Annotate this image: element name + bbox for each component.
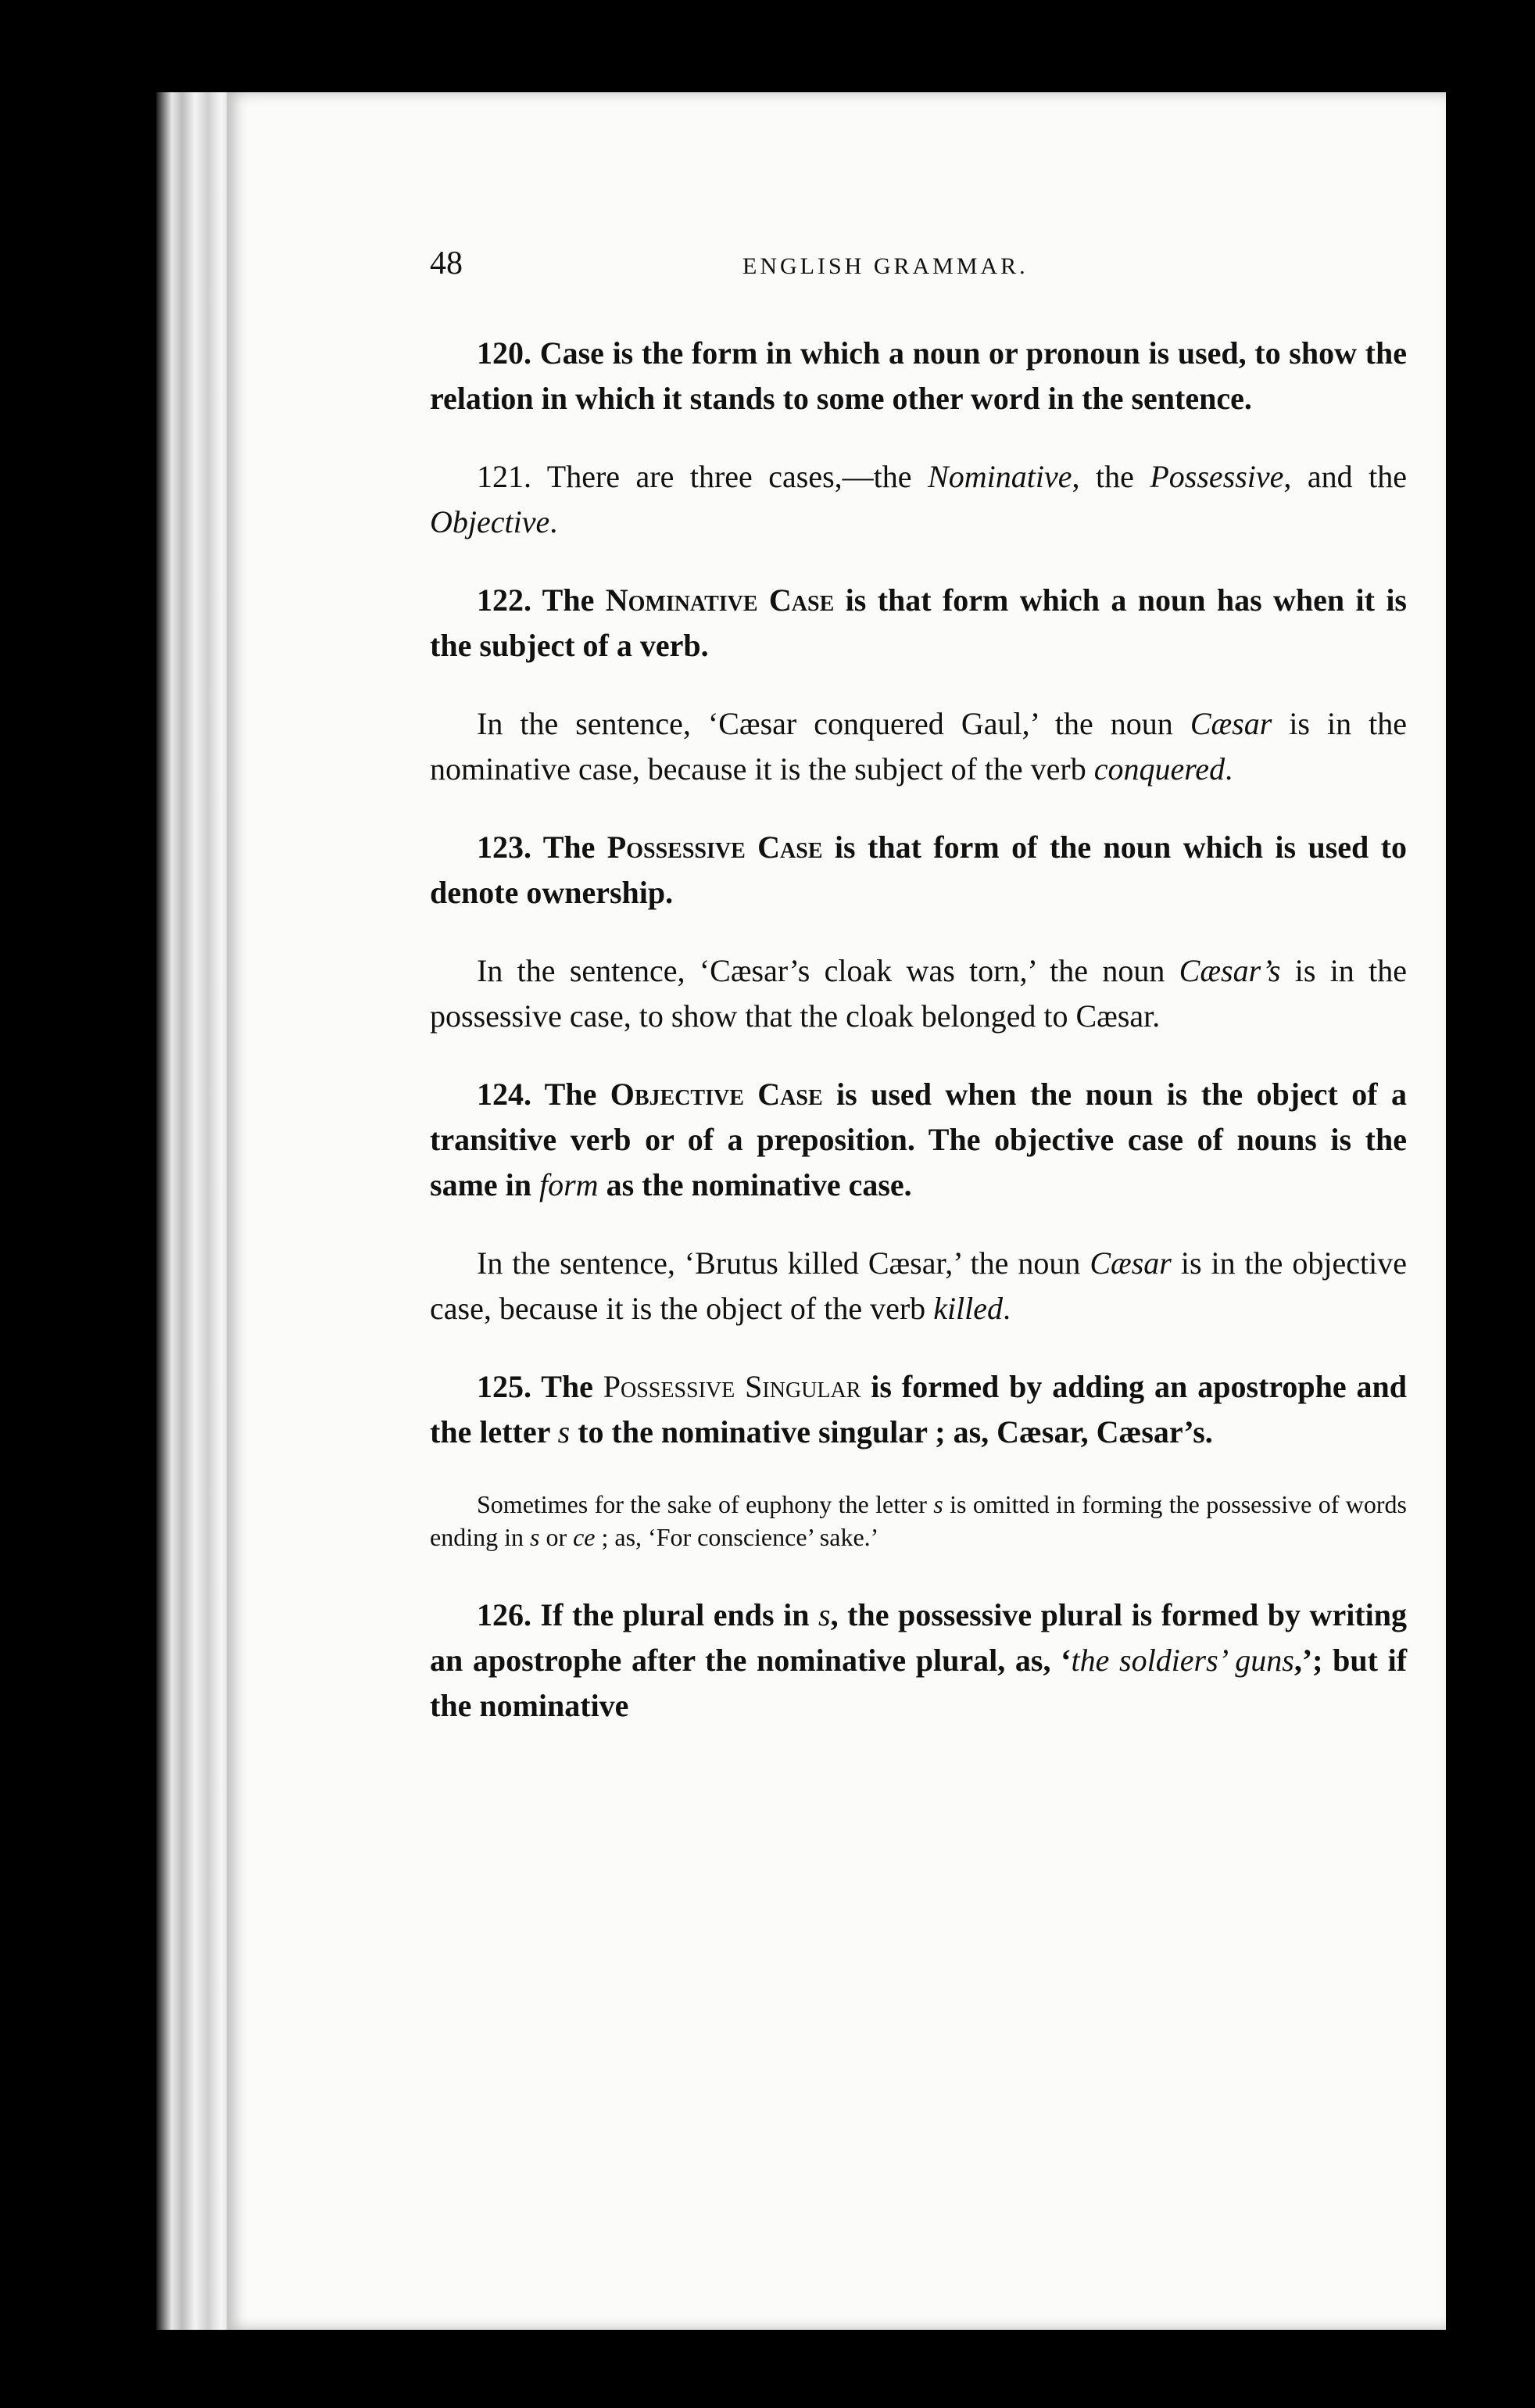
text-run: is in the possessive case, to show that the cloak belonged to Cæsar. (430, 953, 1407, 1034)
text-run: , the possessive plural is formed by writing an apostrophe after the nominative plural, as, ‘ (430, 1597, 1407, 1678)
text-run: There are three cases,—the (546, 459, 929, 494)
text-run: is in the nominative case, because it is the subject of the verb (430, 706, 1407, 787)
paragraph-124 (430, 1072, 1407, 1208)
text-run: . (1003, 1291, 1011, 1326)
text-run: is that form which a noun has when it is the subject of a verb. (430, 582, 1407, 663)
page-header (430, 245, 1407, 299)
text-run: is omitted in forming the possessive of words ending in (430, 1490, 1408, 1551)
text-run: In the sentence, ‘Brutus killed Cæsar,’ the noun (477, 1245, 1090, 1281)
text-run: . (1225, 751, 1233, 787)
paragraph-120 (430, 331, 1407, 421)
text-run: is in the objective case, because it is the object of the verb (430, 1245, 1408, 1326)
text-run: ; as, ‘For conscience’ sake.’ (595, 1523, 879, 1551)
italic-run: Cæsar (1090, 1245, 1172, 1281)
text-run: or (539, 1523, 574, 1551)
text-run: to the nominative singular ; as, Cæsar, Cæsar’s. (570, 1414, 1213, 1449)
italic-run: ce (573, 1523, 596, 1551)
italic-run: the soldiers’ guns (1071, 1643, 1294, 1678)
italic-run: Cæsar’s (1179, 953, 1281, 988)
running-head: ENGLISH GRAMMAR. (742, 253, 1029, 279)
paragraph-number: 121. (477, 459, 531, 494)
term-objective: Objective (430, 504, 550, 539)
text-run: is formed by adding an apostrophe and the letter (430, 1369, 1407, 1449)
text-run: The (542, 830, 607, 865)
text-run: The (544, 1077, 610, 1112)
italic-run: s (818, 1597, 831, 1632)
text-run: If the plural ends in (540, 1597, 819, 1632)
italic-run: s (529, 1523, 540, 1551)
page-number: 48 (430, 245, 463, 281)
text-run: In the sentence, ‘Cæsar’s cloak was torn,’ the noun (477, 953, 1179, 988)
text-run: ,’; but if the nominative (430, 1643, 1408, 1723)
term-possessive: Possessive (1150, 459, 1284, 494)
text-run: , and the (1283, 459, 1408, 494)
paragraph-number: 125. (477, 1369, 531, 1404)
italic-run: s (557, 1414, 571, 1449)
term-objective-case: Objective Case (610, 1077, 823, 1112)
paragraph-122 (430, 578, 1407, 668)
note-125 (430, 1488, 1407, 1553)
text-run: Sometimes for the sake of euphony the letter (477, 1490, 934, 1518)
text-run: In the sentence, ‘Cæsar conquered Gaul,’ the noun (477, 706, 1190, 741)
example-122 (430, 701, 1407, 792)
term-possessive-case: Possessive Case (606, 830, 823, 865)
paragraph-123 (430, 825, 1407, 916)
paragraph-number: 120. (477, 335, 531, 371)
paragraph-125 (430, 1364, 1407, 1455)
paragraph-number: 123. (477, 830, 531, 865)
page-content (430, 245, 1407, 1761)
italic-run: s (933, 1490, 943, 1518)
text-run: as the nominative case. (598, 1167, 912, 1202)
paragraph-text: Case is the form in which a noun or pronoun is used, to show the relation in which it stands to some other word in the sentence. (430, 335, 1408, 416)
italic-run: form (539, 1167, 599, 1202)
text-run: , the (1072, 459, 1150, 494)
text-run: . (549, 504, 558, 539)
text-run: The (542, 582, 606, 618)
term-possessive-singular: Possessive Singular (603, 1369, 861, 1404)
example-124 (430, 1241, 1407, 1331)
term-nominative: Nominative (928, 459, 1072, 494)
example-123 (430, 948, 1407, 1039)
paragraph-number: 124. (477, 1077, 531, 1112)
book-page (227, 92, 1446, 2330)
text-run: The (541, 1369, 603, 1404)
text-run: is used when the noun is the object of a transitive verb or of a preposition. The objective case of nouns is the same in (430, 1077, 1407, 1202)
paragraph-number: 122. (477, 582, 531, 618)
italic-run: killed (933, 1291, 1004, 1326)
text-run: is that form of the noun which is used to denote ownership. (430, 830, 1407, 910)
italic-run: Cæsar (1190, 706, 1272, 741)
paragraph-126 (430, 1593, 1407, 1729)
term-nominative-case: Nominative Case (605, 582, 835, 618)
italic-run: conquered (1093, 751, 1225, 787)
paragraph-121 (430, 454, 1407, 545)
paragraph-number: 126. (477, 1597, 531, 1632)
